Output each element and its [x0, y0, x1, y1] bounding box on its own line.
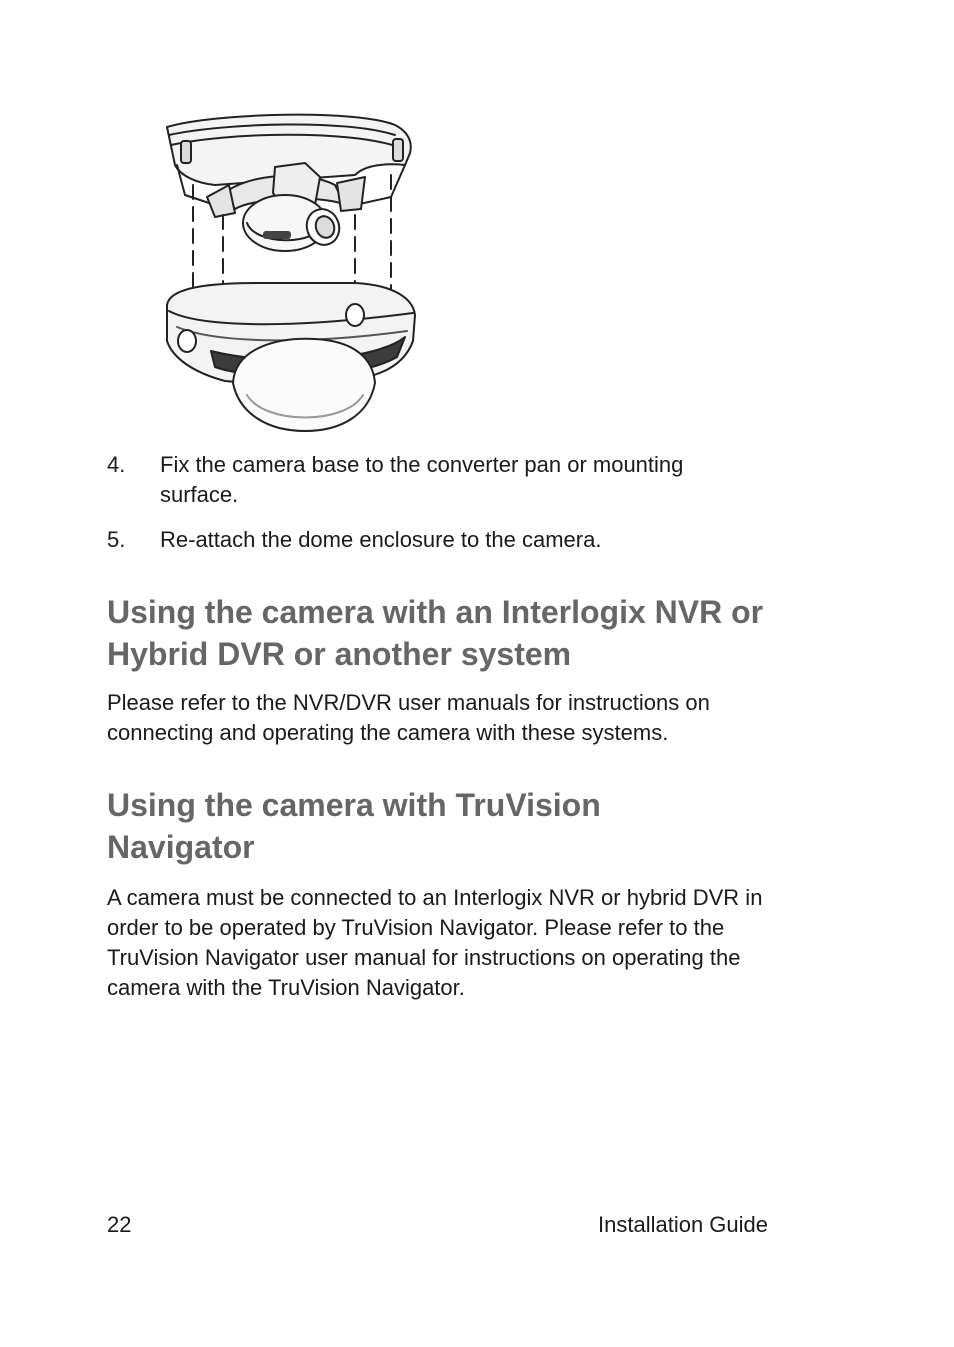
page-number: 22	[107, 1212, 132, 1237]
step-item	[107, 450, 767, 510]
step-text: Re-attach the dome enclosure to the camera.	[160, 527, 602, 552]
section-body-truvision: A camera must be connected to an Interlogix NVR or hybrid DVR in order to be operated by TruVision Navigator. Please refer to the TruVision Navigator user manual for instructions on operating the camera with the TruVision Navigator.	[107, 885, 763, 1000]
section-body-nvr-dvr: Please refer to the NVR/DVR user manuals for instructions on connecting and operating the camera with these systems.	[107, 690, 710, 745]
step-item	[107, 525, 767, 555]
footer-document-title: Installation Guide	[598, 1212, 768, 1237]
step-number: 4.	[107, 452, 126, 477]
section-heading-nvr-dvr: Using the camera with an Interlogix NVR or Hybrid DVR or another system	[107, 594, 764, 672]
step-number: 5.	[107, 527, 126, 552]
section-heading-truvision: Using the camera with TruVision Navigator	[107, 787, 601, 865]
step-text: Fix the camera base to the converter pan or mounting surface.	[160, 452, 684, 507]
dome-camera-assembly-illustration	[155, 105, 425, 440]
